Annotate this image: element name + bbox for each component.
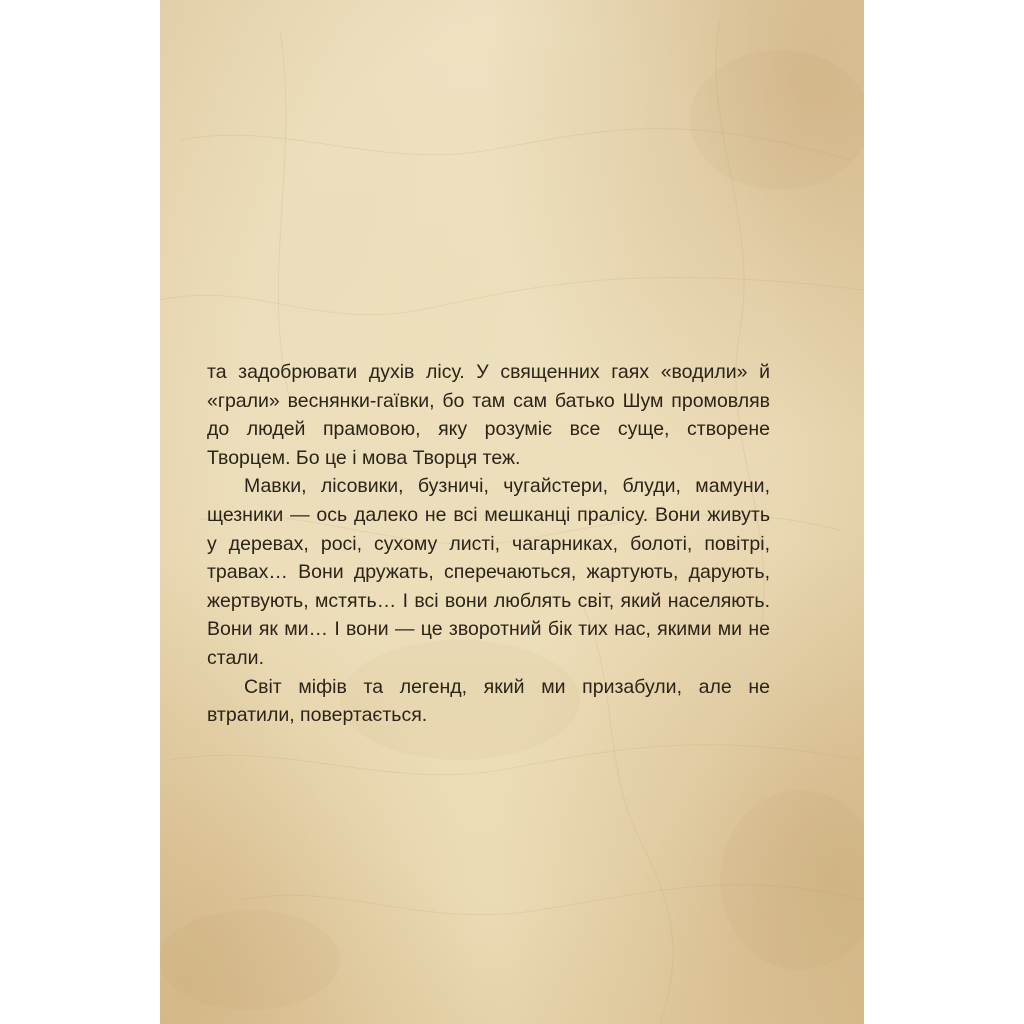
book-page <box>160 0 864 1024</box>
paragraph: та задобрювати духів лісу. У священних гаях «водили» й «грали» веснянки-гаївки, бо там сам батько Шум промовляв до людей прамовою, яку розуміє все суще, створене Творцем. Бо це і мова Творця теж. <box>207 361 770 469</box>
body-text <box>207 358 770 730</box>
paragraph: Світ міфів та легенд, який ми призабули, але не втратили, повертається. <box>207 675 770 727</box>
paragraph: Мавки, лісовики, бузничі, чугайстери, блуди, мамуни, щезники — ось далеко не всі мешканці пралісу. Вони живуть у деревах, росі, сухому листі, чагарниках, болоті, повітрі, травах… Вони дружать, сперечаються, жартують, дарують, жертвують, мстять… І всі вони люблять світ, який населяють. Вони як ми… І вони — це зворотний бік тих нас, якими ми не стали. <box>207 475 770 669</box>
